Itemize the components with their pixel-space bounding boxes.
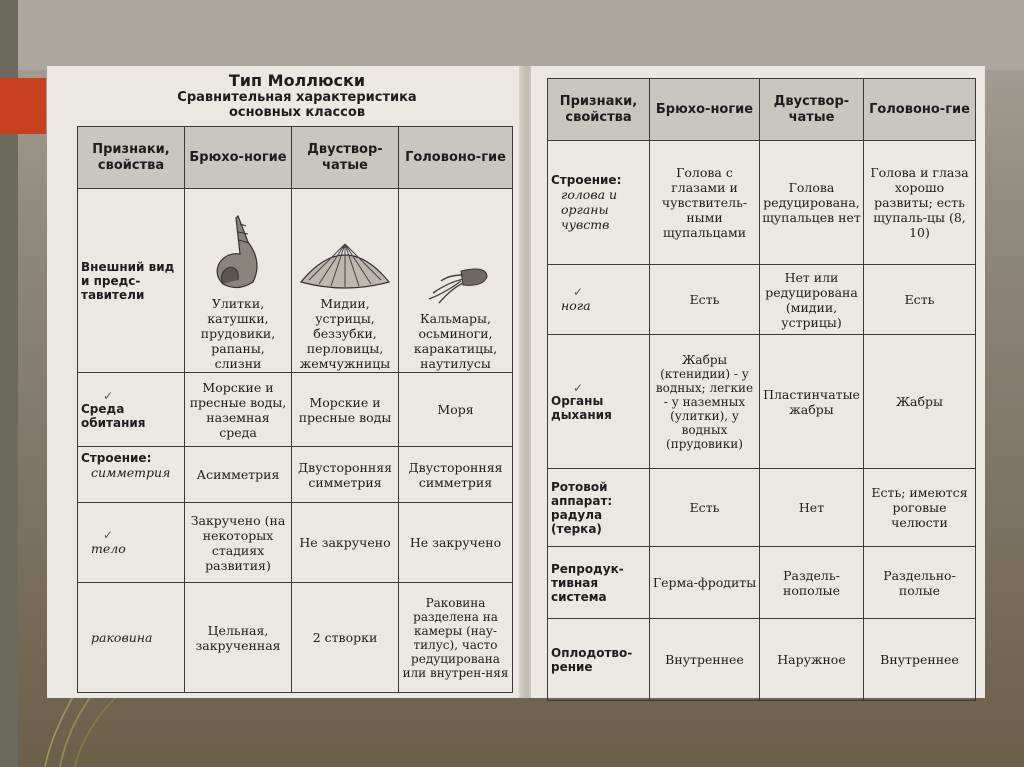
body-gastropods: Закручено (на некоторых стадиях развития) — [185, 503, 292, 583]
symmetry-bivalves: Двусторонняя симметрия — [292, 447, 399, 503]
row-label-fertilization: Оплодотво-рение — [551, 645, 633, 674]
right-page — [531, 66, 985, 698]
table-header-row — [548, 79, 976, 141]
table-row — [78, 447, 513, 503]
table-row — [548, 619, 976, 701]
appearance-bivalves: Мидии, устрицы, беззубки, перловицы, жемчужницы — [299, 296, 391, 371]
table-row — [548, 469, 976, 547]
body-bivalves: Не закручено — [292, 503, 399, 583]
fertilization-bivalves: Наружное — [760, 619, 864, 701]
table-row — [78, 373, 513, 447]
table-row — [548, 265, 976, 335]
left-page — [47, 66, 526, 698]
row-label-habitat: Среда обитания — [81, 401, 146, 430]
habitat-cephalopods: Моря — [399, 373, 513, 447]
row-label-reproductive: Репродук-тивная система — [551, 561, 624, 604]
foot-gastropods: Есть — [650, 265, 760, 335]
head-bivalves: Голова редуцирована, щупальцев нет — [760, 141, 864, 265]
page-subtitle-2: основных классов — [228, 105, 366, 120]
symmetry-cephalopods: Двусторонняя симметрия — [399, 447, 513, 503]
header-bivalves: Двуствор-чатые — [760, 79, 864, 141]
fertilization-gastropods: Внутреннее — [650, 619, 760, 701]
respiration-gastropods: Жабры (ктенидии) - у водных; легкие - у наземных (улитки), у водных (прудовики) — [650, 335, 760, 469]
table-row — [78, 503, 513, 583]
table-row — [78, 583, 513, 693]
body-cephalopods: Не закручено — [399, 503, 513, 583]
check-mark: ✓ — [103, 528, 114, 542]
table-row — [78, 189, 513, 373]
snail-shell-icon — [208, 212, 268, 292]
table-row — [548, 335, 976, 469]
squid-icon — [421, 263, 491, 307]
reproductive-gastropods: Герма-фродиты — [650, 547, 760, 619]
reproductive-cephalopods: Раздельно-полые — [864, 547, 976, 619]
bivalve-shell-icon — [297, 234, 393, 292]
header-features: Признаки, свойства — [78, 127, 185, 189]
header-gastropods: Брюхо-ногие — [185, 127, 292, 189]
foot-bivalves: Нет или редуцирована (мидии, устрицы) — [760, 265, 864, 335]
shell-cephalopods: Раковина разделена на камеры (нау-тилус), часто редуцирована или внутрен-няя — [399, 583, 513, 693]
mouth-cephalopods: Есть; имеются роговые челюсти — [864, 469, 976, 547]
page-subtitle-1: Сравнительная характеристика — [177, 90, 417, 105]
head-gastropods: Голова с глазами и чувствитель-ными щупальцами — [650, 141, 760, 265]
habitat-bivalves: Морские и пресные воды — [292, 373, 399, 447]
fertilization-cephalopods: Внутреннее — [864, 619, 976, 701]
table-header-row — [78, 127, 513, 189]
left-comparison-table — [77, 126, 513, 693]
header-gastropods: Брюхо-ногие — [650, 79, 760, 141]
reproductive-bivalves: Раздель-нополые — [760, 547, 864, 619]
check-mark: ✓ — [573, 380, 584, 395]
check-mark: ✓ — [573, 285, 584, 299]
page-title-block — [147, 72, 447, 120]
check-mark: ✓ — [103, 388, 114, 403]
shell-gastropods: Цельная, закрученная — [185, 583, 292, 693]
header-cephalopods: Головоно-гие — [399, 127, 513, 189]
row-label-structure: Строение: — [81, 451, 152, 465]
shell-bivalves: 2 створки — [292, 583, 399, 693]
appearance-gastropods: Улитки, катушки, прудовики, рапаны, слизни — [200, 296, 276, 371]
header-features: Признаки, свойства — [548, 79, 650, 141]
textbook-spread — [47, 66, 985, 698]
row-label-respiration: Органы дыхания — [551, 393, 612, 422]
slide-accent-block — [0, 78, 46, 134]
mouth-bivalves: Нет — [760, 469, 864, 547]
header-cephalopods: Головоно-гие — [864, 79, 976, 141]
row-sublabel-foot: нога — [561, 298, 591, 313]
habitat-gastropods: Морские и пресные воды, наземная среда — [185, 373, 292, 447]
slide-top-band — [0, 0, 1024, 70]
foot-cephalopods: Есть — [864, 265, 976, 335]
right-comparison-table — [547, 78, 976, 701]
head-cephalopods: Голова и глаза хорошо развиты; есть щупаль-цы (8, 10) — [864, 141, 976, 265]
row-sublabel-head: голова и органы чувств — [561, 187, 618, 232]
appearance-cephalopods: Кальмары, осьминоги, каракатицы, наутилусы — [413, 311, 498, 371]
respiration-cephalopods: Жабры — [864, 335, 976, 469]
table-row — [548, 547, 976, 619]
row-sublabel-body: тело — [91, 541, 126, 556]
header-bivalves: Двуствор-чатые — [292, 127, 399, 189]
row-sublabel-shell: раковина — [91, 630, 153, 645]
table-row — [548, 141, 976, 265]
mouth-gastropods: Есть — [650, 469, 760, 547]
respiration-bivalves: Пластинчатые жабры — [760, 335, 864, 469]
row-label-appearance: Внешний вид и предс-тавители — [81, 259, 175, 302]
symmetry-gastropods: Асимметрия — [185, 447, 292, 503]
page-title: Тип Моллюски — [228, 71, 366, 90]
row-label-mouth: Ротовой аппарат: радула (терка) — [551, 479, 613, 536]
row-sublabel-symmetry: симметрия — [91, 465, 171, 480]
row-label-structure: Строение: — [551, 173, 622, 187]
